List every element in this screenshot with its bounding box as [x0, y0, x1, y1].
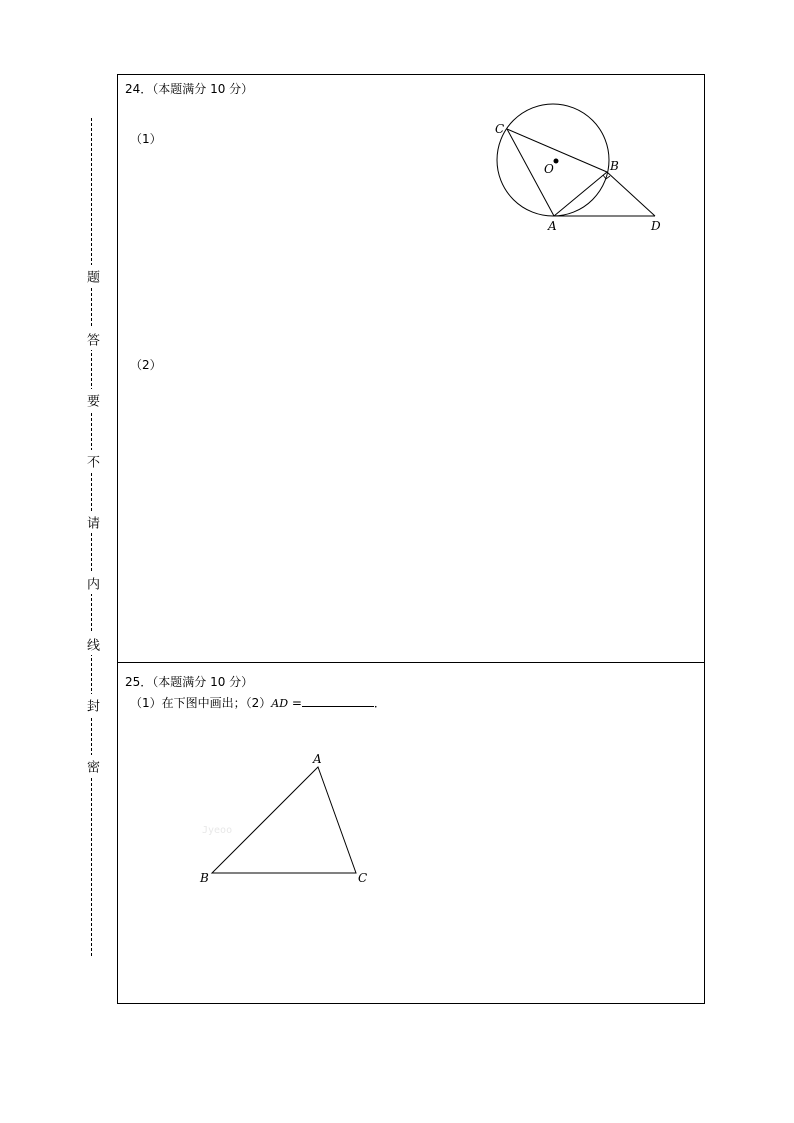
- binding-char-1: 题: [80, 265, 102, 287]
- label-a: A: [548, 219, 557, 233]
- binding-char-2: 答: [80, 328, 102, 350]
- question-25-heading: 25．（本题满分 10 分）: [125, 675, 254, 689]
- answer-blank[interactable]: [302, 696, 374, 707]
- label-a: A: [313, 752, 322, 766]
- center-point-o: [554, 159, 559, 164]
- circle-tangent-figure: [488, 97, 668, 237]
- binding-dashed-line: [91, 118, 92, 956]
- triangle-abc: [212, 767, 356, 873]
- answer-sheet: [117, 74, 705, 1004]
- label-o: O: [544, 162, 554, 176]
- question-24-part-2-label: （2）: [130, 358, 162, 372]
- question-24-part-1-label: （1）: [130, 132, 162, 146]
- binding-char-4: 不: [80, 450, 102, 472]
- answer-equals: =: [288, 696, 302, 710]
- question-24-heading: 24．（本题满分 10 分）: [125, 82, 254, 96]
- answer-prefix: （1）在下图中画出；（2）: [130, 696, 272, 710]
- binding-char-3: 要: [80, 389, 102, 411]
- label-c: C: [358, 871, 368, 885]
- label-c: C: [495, 122, 505, 136]
- binding-char-5: 请: [80, 511, 102, 533]
- label-d: D: [651, 219, 661, 233]
- answer-suffix: ．: [373, 696, 386, 710]
- question-24-panel: [118, 75, 704, 663]
- binding-char-8: 封: [80, 694, 102, 716]
- segment-ab: [554, 172, 607, 216]
- label-b: B: [200, 871, 209, 885]
- binding-char-7: 线: [80, 633, 102, 655]
- segment-bd: [607, 172, 655, 216]
- question-25-panel: [118, 663, 704, 1005]
- label-b: B: [610, 159, 619, 173]
- triangle-abc-figure: [196, 751, 386, 885]
- segment-cb: [507, 129, 607, 172]
- question-25-answer-line: [130, 694, 386, 711]
- circle-o: [497, 104, 609, 216]
- answer-variable: AD: [271, 697, 289, 710]
- watermark-text: Jyeoo: [202, 825, 233, 836]
- binding-char-9: 密: [80, 755, 102, 777]
- binding-char-6: 内: [80, 572, 102, 594]
